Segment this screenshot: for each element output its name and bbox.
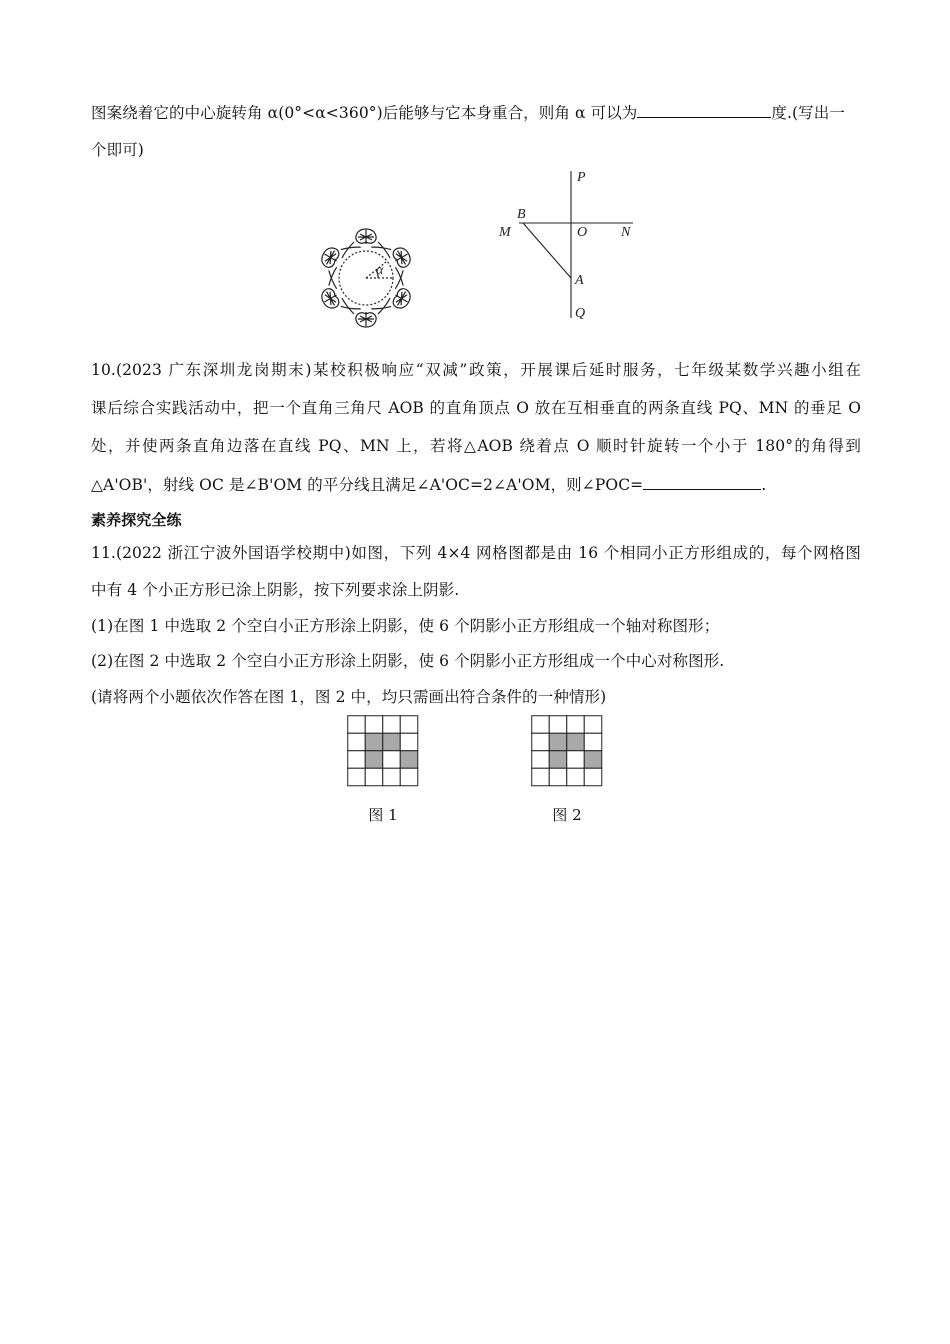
- grid-cell-empty[interactable]: [584, 768, 602, 786]
- grid-cell-empty[interactable]: [567, 751, 585, 769]
- q10-line-1: 10.(2023 广东深圳龙岗期末)某校积极响应“双减”政策，开展课后延时服务，七年级某数学兴趣小组在: [91, 361, 861, 379]
- label-m: M: [499, 225, 511, 240]
- grid-cell-shaded: [549, 733, 567, 751]
- label-p: P: [577, 170, 586, 185]
- grid-cell-empty[interactable]: [348, 733, 366, 751]
- q10-text-post: .: [761, 476, 767, 494]
- grid-cell-empty[interactable]: [365, 768, 383, 786]
- q10-line-2: 课后综合实践活动中，把一个直角三角尺 AOB 的直角顶点 O 放在互相垂直的两条直线 PQ、MN 的垂足 O: [91, 399, 861, 417]
- grid-cell-empty[interactable]: [584, 733, 602, 751]
- grid-cell-shaded: [584, 751, 602, 769]
- label-n: N: [621, 225, 631, 240]
- grid-cell-empty[interactable]: [348, 751, 366, 769]
- grid-figure-1[interactable]: [347, 715, 419, 787]
- grid-cell-shaded: [365, 751, 383, 769]
- segment-ab: [523, 223, 571, 278]
- section-heading: 素养探究全练: [91, 511, 182, 529]
- grid-cell-empty[interactable]: [549, 768, 567, 786]
- grid-cell-empty[interactable]: [365, 716, 383, 734]
- perpendicular-lines-figure: [495, 166, 645, 326]
- q9-line-2: 个即可): [91, 141, 144, 159]
- grid-cell-empty[interactable]: [400, 716, 418, 734]
- grid-cell-shaded: [567, 733, 585, 751]
- grid-cell-empty[interactable]: [348, 716, 366, 734]
- grid-2-caption: 图 2: [552, 806, 582, 824]
- grid-cell-empty[interactable]: [532, 768, 550, 786]
- label-o: O: [577, 225, 588, 240]
- q10-line-3: 处，并使两条直角边落在直线 PQ、MN 上，若将△AOB 绕着点 O 顺时针旋转一个小于 180°的角得到: [91, 437, 861, 455]
- q11-line-5: (请将两个小题依次作答在图 1，图 2 中，均只需画出符合条件的一种情形): [91, 688, 607, 706]
- q10-line-4: [91, 474, 861, 495]
- grid-cell-empty[interactable]: [584, 716, 602, 734]
- grid-cell-empty[interactable]: [567, 716, 585, 734]
- grid-cell-shaded: [383, 733, 401, 751]
- label-q: Q: [575, 306, 586, 321]
- q9-text-post: 度.(写出一: [771, 104, 845, 122]
- grid-cell-empty[interactable]: [567, 768, 585, 786]
- grid-cell-empty[interactable]: [348, 768, 366, 786]
- q11-line-3: (1)在图 1 中选取 2 个空白小正方形涂上阴影，使 6 个阴影小正方形组成一个轴对称图形；: [91, 617, 720, 635]
- grid-cell-shaded: [549, 751, 567, 769]
- grid-cell-empty[interactable]: [400, 768, 418, 786]
- grid-cell-shaded: [365, 733, 383, 751]
- ornament-figure: [310, 228, 422, 328]
- q9-text-pre: 图案绕着它的中心旋转角 α(0°<α<360°)后能够与它本身重合，则角 α 可以为: [91, 104, 638, 122]
- grid-1-caption: 图 1: [368, 806, 398, 824]
- grid-cell-empty[interactable]: [532, 716, 550, 734]
- q9-line-1: [91, 102, 861, 123]
- q11-line-4: (2)在图 2 中选取 2 个空白小正方形涂上阴影，使 6 个阴影小正方形组成一个中心对称图形.: [91, 652, 725, 670]
- grid-cell-empty[interactable]: [532, 751, 550, 769]
- q10-answer-blank[interactable]: [643, 474, 761, 490]
- label-a: A: [575, 273, 584, 288]
- label-b: B: [517, 207, 526, 222]
- grid-cell-empty[interactable]: [383, 716, 401, 734]
- grid-cell-empty[interactable]: [532, 733, 550, 751]
- grid-cell-shaded: [400, 751, 418, 769]
- q11-line-1: 11.(2022 浙江宁波外国语学校期中)如图，下列 4×4 网格图都是由 16 个相同小正方形组成的，每个网格图: [91, 544, 861, 562]
- grid-cell-empty[interactable]: [383, 751, 401, 769]
- grid-cell-empty[interactable]: [400, 733, 418, 751]
- grid-cell-empty[interactable]: [549, 716, 567, 734]
- alpha-label: α: [376, 263, 384, 278]
- grid-figure-2[interactable]: [531, 715, 603, 787]
- grid-cell-empty[interactable]: [383, 768, 401, 786]
- q10-text-pre: △A'OB'，射线 OC 是∠B'OM 的平分线且满足∠A'OC=2∠A'OM，则∠POC=: [91, 476, 644, 494]
- q11-line-2: 中有 4 个小正方形已涂上阴影，按下列要求涂上阴影.: [91, 581, 460, 599]
- q9-answer-blank[interactable]: [637, 102, 771, 118]
